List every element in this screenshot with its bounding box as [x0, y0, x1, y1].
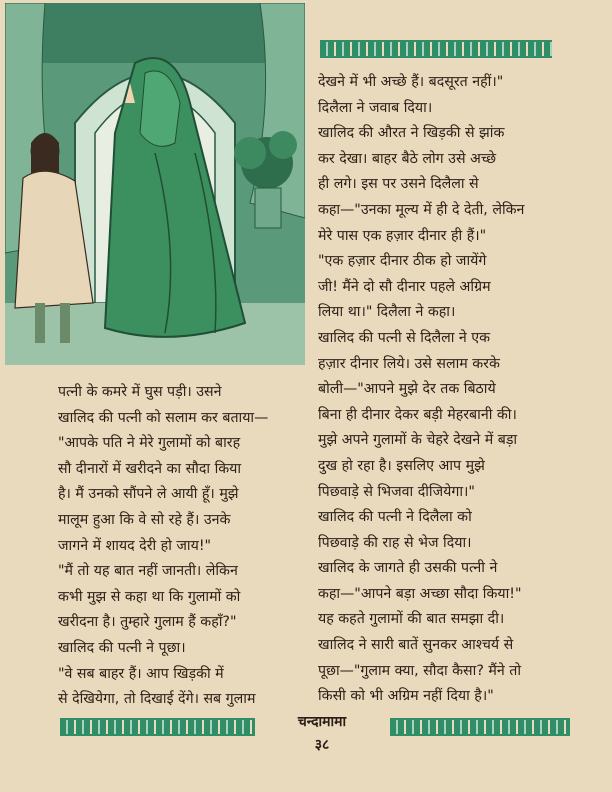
- text-line: से देखियेगा, तो दिखाई देंगे। सब गुलाम: [58, 691, 256, 708]
- text-line: खालिद के जागते ही उसकी पत्नी ने: [318, 560, 498, 577]
- magazine-name: चन्दामामा: [297, 714, 347, 730]
- text-line: जी! मैंने दो सौ दीनार पहले अग्रिम: [318, 278, 491, 295]
- decorative-border-bottom-left: [60, 718, 255, 736]
- text-line: बोली—"आपने मुझे देर तक बिठाये: [318, 381, 496, 398]
- text-line: "आपके पति ने मेरे गुलामों को बारह: [58, 435, 241, 452]
- text-line: देखने में भी अच्छे हैं। बदसूरत नहीं।": [318, 74, 504, 90]
- text-line: "एक हज़ार दीनार ठीक हो जायेंगे: [318, 253, 487, 270]
- text-line: सौ दीनारों में खरीदने का सौदा किया: [58, 460, 242, 477]
- text-line: खालिद की पत्नी को सलाम कर बताया—: [58, 409, 269, 426]
- text-line: यह कहते गुलामों की बात समझा दी।: [318, 611, 505, 628]
- text-line: मुझे अपने गुलामों के चेहरे देखने में बड़ा: [318, 432, 518, 449]
- story-illustration: [5, 3, 305, 365]
- illustration-drawing: [5, 3, 305, 365]
- text-column-right: [318, 70, 578, 710]
- text-line: पिछवाड़े से भिजवा दीजियेगा।": [318, 483, 475, 500]
- page-number: ३८: [314, 737, 330, 753]
- text-line: हज़ार दीनार लिये। उसे सलाम करके: [318, 355, 500, 372]
- text-line: मेरे पास एक हज़ार दीनार ही हैं।": [318, 227, 487, 244]
- decorative-border-bottom-right: [390, 718, 570, 736]
- text-line: खालिद की औरत ने खिड़की से झांक: [318, 125, 505, 142]
- text-line: जागने में शायद देरी हो जाय!": [58, 537, 212, 554]
- text-line: ही लगे। इस पर उसने दिलैला से: [318, 176, 479, 193]
- text-line: लिया था।" दिलैला ने कहा।: [318, 304, 456, 321]
- text-line: पिछवाड़े की राह से भेज दिया।: [318, 534, 472, 551]
- text-line: कभी मुझ से कहा था कि गुलामों को: [58, 588, 241, 605]
- text-line: "मैं तो यह बात नहीं जानती। लेकिन: [58, 563, 238, 580]
- text-column-left: [58, 380, 314, 713]
- text-line: पत्नी के कमरे में घुस पड़ी। उसने: [58, 384, 222, 400]
- text-line: खालिद की पत्नी ने पूछा।: [58, 639, 186, 656]
- text-line: मालूम हुआ कि वे सो रहे हैं। उनके: [58, 511, 231, 528]
- text-line: दिलैला ने जवाब दिया।: [318, 99, 433, 116]
- text-line: खालिद की पत्नी ने दिलैला को: [318, 509, 472, 526]
- text-line: कर देखा। बाहर बैठे लोग उसे अच्छे: [318, 150, 497, 167]
- text-line: दुख हो रहा है। इसलिए आप मुझे: [318, 457, 485, 474]
- text-line: खालिद की पत्नी से दिलैला ने एक: [318, 329, 491, 346]
- text-line: है। मैं उनको सौंपने ले आयी हूँ। मुझे: [58, 486, 239, 503]
- decorative-border-top: [320, 40, 552, 58]
- text-line: खरीदना है। तुम्हारे गुलाम हैं कहाँ?": [58, 614, 237, 631]
- text-line: बिना ही दीनार देकर बड़ी मेहरबानी की।: [318, 406, 517, 423]
- text-line: किसी को भी अग्रिम नहीं दिया है।": [318, 688, 494, 705]
- text-line: खालिद ने सारी बातें सुनकर आश्चर्य से: [318, 637, 514, 654]
- text-line: कहा—"आपने बड़ा अच्छा सौदा किया!": [318, 585, 522, 602]
- text-line: "वे सब बाहर हैं। आप खिड़की में: [58, 665, 224, 682]
- text-line: कहा—"उनका मूल्य में ही दे देती, लेकिन: [318, 201, 525, 218]
- text-line: पूछा—"गुलाम क्या, सौदा कैसा? मैंने तो: [318, 662, 521, 679]
